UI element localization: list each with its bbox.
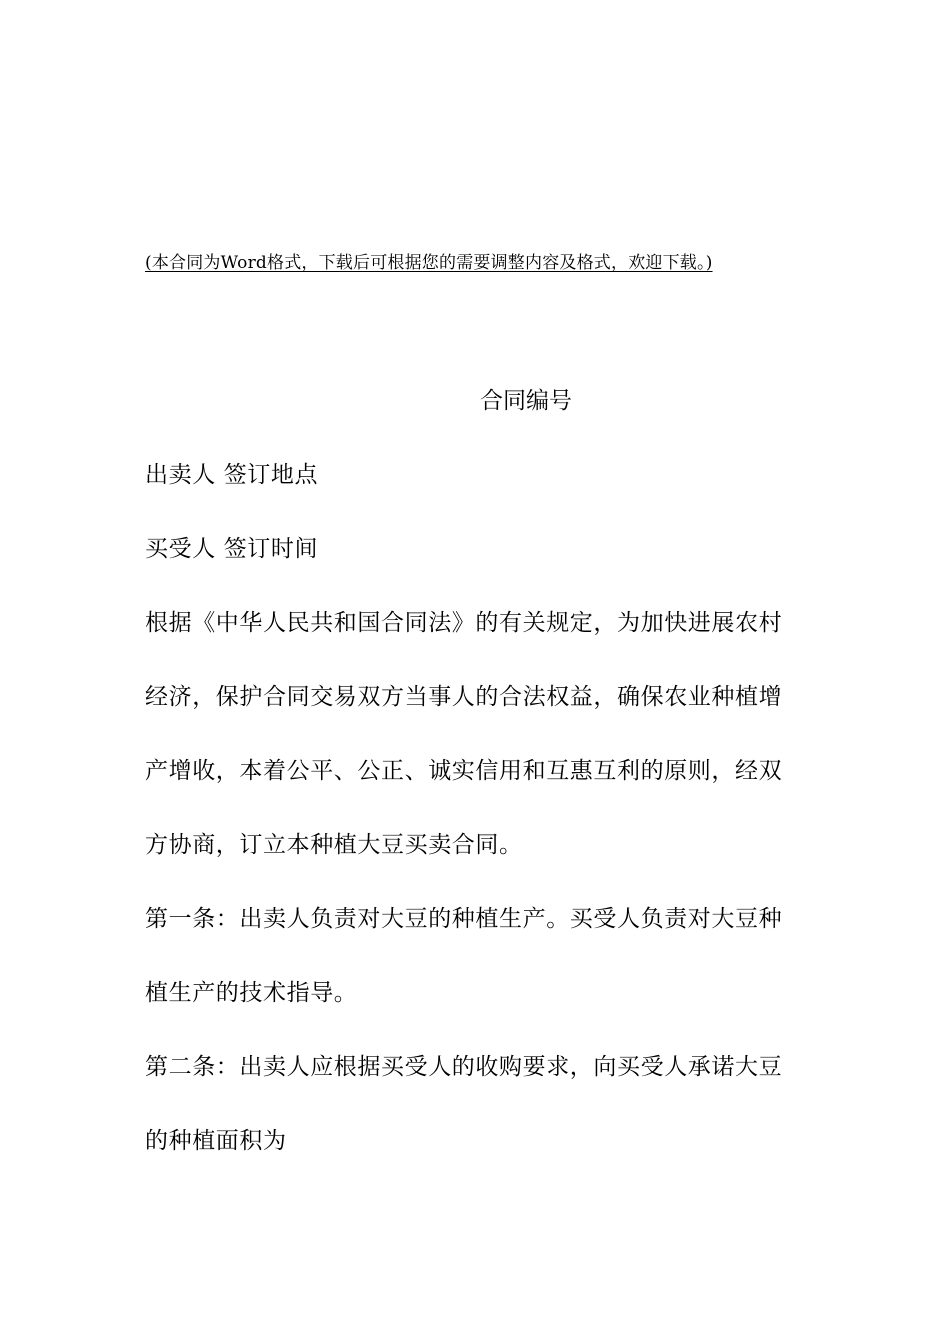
article-1-line-2: 植生产的技术指导。	[145, 980, 358, 1006]
buyer-line: 买受人 签订时间	[145, 536, 319, 562]
preamble-line-3: 产增收，本着公平、公正、诚实信用和互惠互利的原则，经双	[145, 758, 783, 784]
contract-body	[145, 438, 810, 1178]
preamble-line-1: 根据《中华人民共和国合同法》的有关规定，为加快进展农村	[145, 610, 783, 636]
preamble-line-2: 经济，保护合同交易双方当事人的合法权益，确保农业种植增	[145, 684, 783, 710]
article-2-line-1: 第二条：出卖人应根据买受人的收购要求，向买受人承诺大豆	[145, 1054, 783, 1080]
article-1-line-1: 第一条：出卖人负责对大豆的种植生产。买受人负责对大豆种	[145, 906, 783, 932]
contract-number-label: 合同编号	[480, 388, 572, 414]
seller-line: 出卖人 签订地点	[145, 462, 319, 488]
preamble-line-4: 方协商，订立本种植大豆买卖合同。	[145, 832, 523, 858]
download-notice: (本合同为Word格式，下载后可根据您的需要调整内容及格式，欢迎下载。)	[145, 253, 713, 273]
article-2-line-2: 的种植面积为	[145, 1128, 287, 1154]
